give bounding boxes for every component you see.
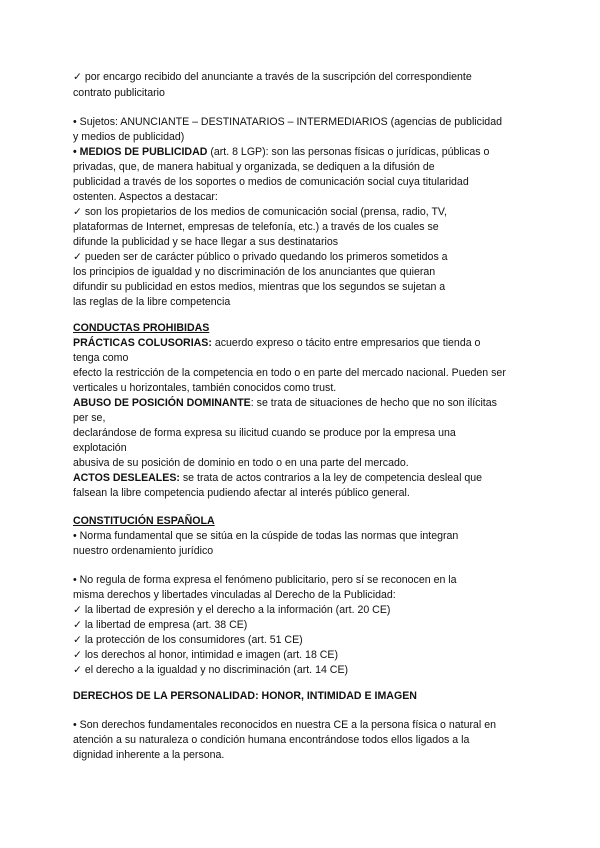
section-heading: CONDUCTAS PROHIBIDAS	[73, 322, 210, 334]
text-line: • Son derechos fundamentales reconocidos en nuestra CE a la persona física o natural en	[73, 719, 497, 731]
text-line: • Norma fundamental que se sitúa en la cúspide de todas las normas que integran	[73, 530, 459, 542]
section-term: ABUSO DE POSICIÓN DOMINANTE	[73, 397, 251, 409]
text-line: tenga como	[73, 352, 129, 364]
section-heading: DERECHOS DE LA PERSONALIDAD: HONOR, INTIMIDAD E IMAGEN	[73, 690, 417, 702]
text-line: declarándose de forma expresa su ilicitud cuando se produce por la empresa una	[73, 427, 456, 439]
text-line: ✓ pueden ser de carácter público o privado quedando los primeros sometidos a	[73, 251, 448, 263]
text-line: difunde la publicidad y se hace llegar a sus destinatarios	[73, 236, 339, 248]
text-line: contrato publicitario	[73, 87, 165, 99]
section-heading: CONSTITUCIÓN ESPAÑOLA	[73, 515, 215, 527]
text-line: per se,	[73, 412, 106, 424]
text-line: publicidad a través de los soportes o medios de comunicación social cuya titularidad	[73, 176, 469, 188]
text-line: misma derechos y libertades vinculadas al Derecho de la Publicidad:	[73, 589, 396, 601]
text-line: ✓ la libertad de empresa (art. 38 CE)	[73, 619, 248, 631]
text-line: los principios de igualdad y no discriminación de los anunciantes que quieran	[73, 266, 436, 278]
text-line: difundir su publicidad en estos medios, mientras que los segundos se sujetan a	[73, 281, 446, 293]
text-line	[73, 396, 497, 412]
text-line	[73, 471, 482, 487]
text-line: ostenten. Aspectos a destacar:	[73, 191, 218, 203]
text-line: • No regula de forma expresa el fenómeno publicitario, pero sí se reconocen en la	[73, 574, 457, 586]
section-term: PRÁCTICAS COLUSORIAS:	[73, 337, 212, 349]
section-text: (art. 8 LGP): son las personas físicas o jurídicas, públicas o	[207, 146, 490, 158]
text-line: y medios de publicidad)	[73, 131, 185, 143]
text-line: dignidad inherente a la persona.	[73, 749, 225, 761]
section-term: • MEDIOS DE PUBLICIDAD	[73, 146, 208, 158]
text-line: • Sujetos: ANUNCIANTE – DESTINATARIOS – INTERMEDIARIOS (agencias de publicidad	[73, 116, 502, 128]
text-line: ✓ son los propietarios de los medios de comunicación social (prensa, radio, TV,	[73, 206, 447, 218]
text-line: verticales u horizontales, también conocidos como trust.	[73, 382, 337, 394]
text-line: privadas, que, de manera habitual y organizada, se dediquen a la difusión de	[73, 161, 435, 173]
text-line: efecto la restricción de la competencia en todo o en parte del mercado nacional. Pueden ser	[73, 367, 506, 379]
text-line	[73, 145, 489, 161]
text-line: ✓ el derecho a la igualdad y no discriminación (art. 14 CE)	[73, 664, 349, 676]
section-text: acuerdo expreso o tácito entre empresarios que tienda o	[211, 337, 481, 349]
section-text: : se trata de situaciones de hecho que no son ilícitas	[250, 397, 497, 409]
section-term: ACTOS DESLEALES:	[73, 472, 180, 484]
text-line: ✓ la libertad de expresión y el derecho a la información (art. 20 CE)	[73, 604, 391, 616]
text-line: nuestro ordenamiento jurídico	[73, 545, 214, 557]
text-line: las reglas de la libre competencia	[73, 296, 231, 308]
section-text: se trata de actos contrarios a la ley de competencia desleal que	[179, 472, 483, 484]
text-line: falsean la libre competencia pudiendo afectar al interés público general.	[73, 487, 410, 499]
text-line	[73, 336, 480, 352]
text-line: abusiva de su posición de dominio en todo o en una parte del mercado.	[73, 457, 409, 469]
text-line: ✓ la protección de los consumidores (art. 51 CE)	[73, 634, 303, 646]
text-line: ✓ los derechos al honor, intimidad e imagen (art. 18 CE)	[73, 649, 339, 661]
text-line: explotación	[73, 442, 127, 454]
text-line: plataformas de Internet, empresas de telefonía, etc.) a través de los cuales se	[73, 221, 439, 233]
text-line: atención a su naturaleza o condición humana encontrándose todos ellos ligados a la	[73, 734, 470, 746]
text-line: ✓ por encargo recibido del anunciante a través de la suscripción del correspondiente	[73, 71, 472, 83]
